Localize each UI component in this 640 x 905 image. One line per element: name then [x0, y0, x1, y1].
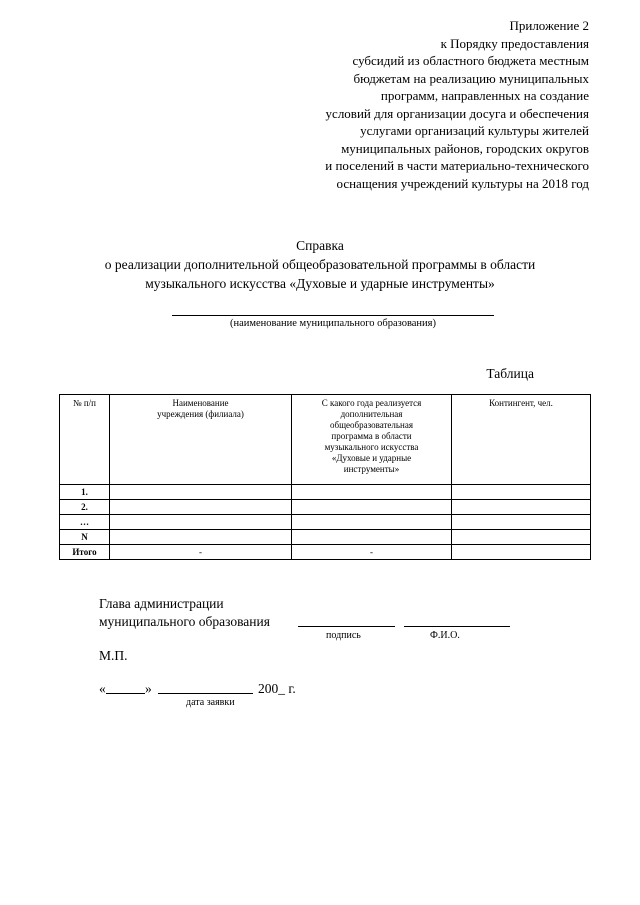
stamp-placeholder: М.П.: [99, 648, 128, 663]
row-number: 1.: [60, 485, 110, 500]
appendix-line: субсидий из областного бюджета местным: [352, 53, 589, 68]
cell-start-year[interactable]: [292, 515, 452, 530]
date-close-quote: »: [145, 681, 152, 696]
table-total-row: [60, 545, 591, 560]
header-start-year: С какого года реализуется дополнительная общеобразовательная программа в области музыкального искусства «Духовые и ударные инструменты»: [292, 395, 452, 485]
table-row: [60, 485, 591, 500]
signature-line[interactable]: [298, 626, 395, 627]
table-header-row: [60, 395, 591, 485]
municipality-underline: [172, 315, 494, 316]
table-row: [60, 515, 591, 530]
signature-caption: подпись: [326, 630, 361, 641]
cell-contingent[interactable]: [452, 515, 591, 530]
title-line-3: музыкального искусства «Духовые и ударные инструменты»: [145, 276, 495, 291]
appendix-line: услугами организаций культуры жителей: [360, 123, 589, 138]
title-line-1: Справка: [296, 238, 344, 253]
appendix-line: муниципальных районов, городских округов: [341, 140, 589, 156]
municipality-caption: (наименование муниципального образования): [229, 318, 437, 329]
cell-start-year[interactable]: [292, 530, 452, 545]
cell-institution[interactable]: [110, 515, 292, 530]
appendix-line: бюджетам на реализацию муниципальных: [353, 70, 589, 86]
appendix-line: оснащения учреждений культуры на 2018 год: [336, 175, 589, 191]
date-open-quote: «: [99, 681, 106, 696]
cell-institution[interactable]: [110, 530, 292, 545]
date-caption: дата заявки: [186, 697, 235, 708]
cell-contingent[interactable]: [452, 500, 591, 515]
row-number: …: [60, 515, 110, 530]
cell-institution[interactable]: [110, 485, 292, 500]
header-number: № п/п: [60, 395, 110, 485]
title-line-2: о реализации дополнительной общеобразовательной программы в области: [104, 257, 536, 272]
appendix-line: условий для организации досуга и обеспечения: [325, 105, 589, 121]
name-line[interactable]: [404, 626, 510, 627]
document-title: [0, 236, 640, 293]
signatory-org: муниципального образования: [99, 614, 270, 629]
cell-contingent[interactable]: [452, 485, 591, 500]
row-number: 2.: [60, 500, 110, 515]
header-contingent: Контингент, чел.: [452, 395, 591, 485]
appendix-line: программ, направленных на создание: [380, 88, 589, 103]
header-institution: Наименование учреждения (филиала): [110, 395, 292, 485]
date-year: 200_ г.: [258, 681, 296, 696]
report-table: [59, 394, 591, 560]
total-start-year: -: [292, 545, 452, 560]
cell-start-year[interactable]: [292, 500, 452, 515]
total-label: Итого: [60, 545, 110, 560]
row-number: N: [60, 530, 110, 545]
table-row: [60, 500, 591, 515]
date-day-line[interactable]: [106, 693, 145, 694]
appendix-header: [249, 17, 589, 192]
table-label: Таблица: [486, 366, 534, 381]
appendix-line: Приложение 2: [509, 18, 589, 33]
total-institution: -: [110, 545, 292, 560]
signatory-title: Глава администрации: [99, 596, 224, 611]
table-row: [60, 530, 591, 545]
cell-institution[interactable]: [110, 500, 292, 515]
name-caption: Ф.И.О.: [430, 630, 460, 641]
appendix-line: и поселений в части материально-технического: [325, 158, 589, 173]
total-contingent[interactable]: [452, 545, 591, 560]
date-month-line[interactable]: [158, 693, 253, 694]
cell-start-year[interactable]: [292, 485, 452, 500]
cell-contingent[interactable]: [452, 530, 591, 545]
appendix-line: к Порядку предоставления: [440, 35, 589, 51]
